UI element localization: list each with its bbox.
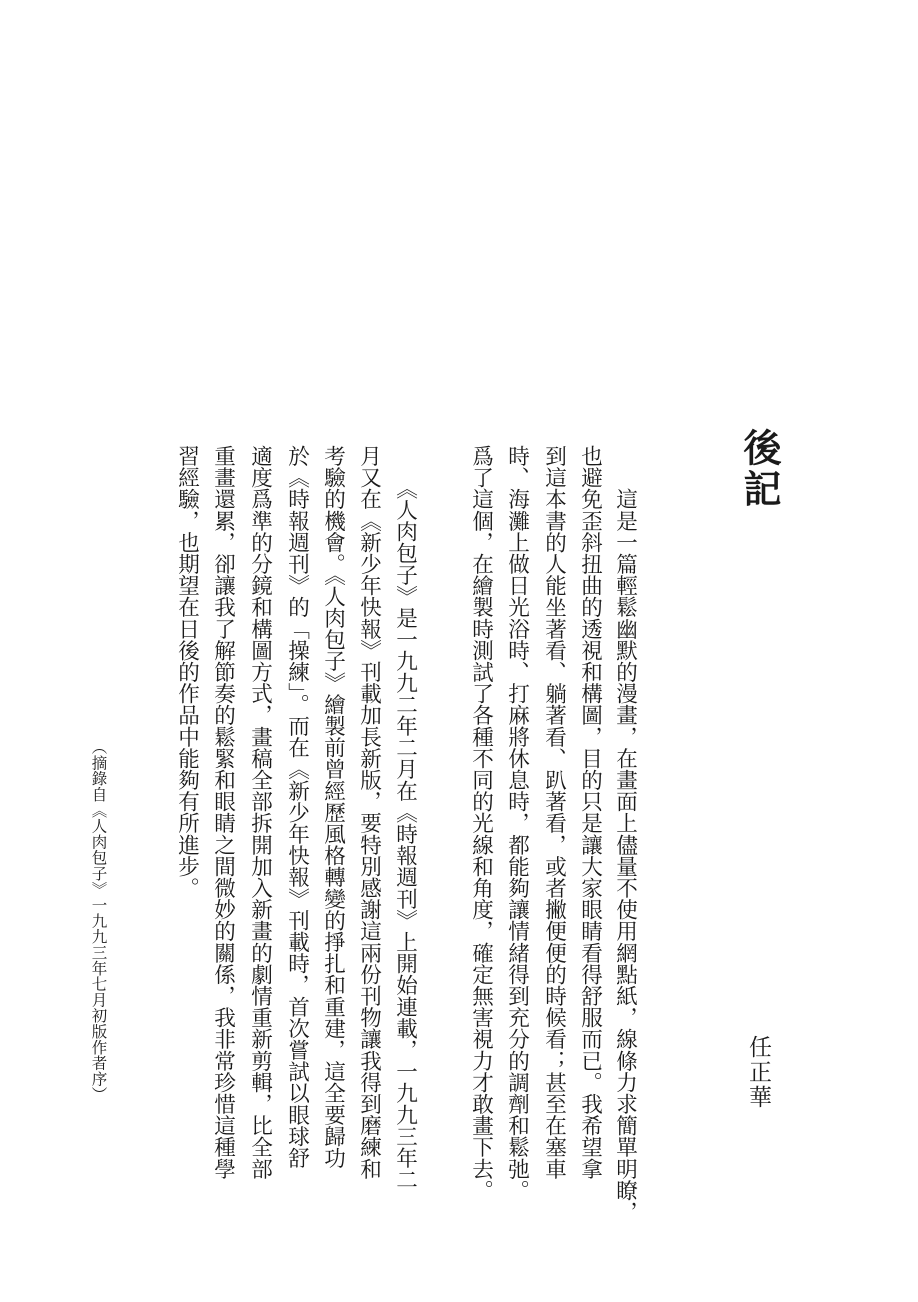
source-note: （摘錄自《人肉包子》一九九三年七月初版作者序） xyxy=(89,739,108,1103)
text-line: 習經驗，也期望在日後的作品中能夠有所進步。 xyxy=(174,445,200,899)
text-line: 時、海灘上做日光浴時、打麻將休息時，都能夠讓情緒得到充分的調劑和鬆弛。 xyxy=(504,445,530,1201)
text-line: 月又在《新少年快報》刊載加長新版，要特別感謝這兩份刊物讓我得到磨練和 xyxy=(356,445,382,1180)
text-line: 重畫還累，卻讓我了解節奏的鬆緊和眼睛之間微妙的關係，我非常珍惜這種學 xyxy=(210,445,236,1180)
page-title: 後記 xyxy=(737,428,782,510)
author-name: 任正華 xyxy=(745,1035,771,1110)
text-line: 到這本書的人能坐著看、躺著看、趴著看，或者撇便便的時候看；甚至在塞車 xyxy=(541,445,567,1180)
text-line: 於《時報週刊》的「操練」。而在《新少年快報》刊載時，首次嘗試以眼球舒 xyxy=(284,445,310,1169)
text-line: 《人肉包子》是一九九二年二月在《時報週刊》上開始連載，一九九三年二 xyxy=(392,445,418,1191)
text-line: 考驗的機會。《人肉包子》繪製前曾經歷風格轉變的掙扎和重建，這全要歸功 xyxy=(320,445,346,1169)
text-line: 也避免歪斜扭曲的透視和構圖，目的只是讓大家眼睛看得舒服而已。我希望拿 xyxy=(577,445,603,1180)
text-line: 爲了這個，在繪製時測試了各種不同的光線和角度，確定無害視力才敢畫下去。 xyxy=(468,445,494,1201)
text-line: 適度爲準的分鏡和構圖方式，畫稿全部拆開加入新畫的劇情重新剪輯，比全部 xyxy=(247,445,273,1180)
text-line: 這是一篇輕鬆幽默的漫畫，在畫面上儘量不使用網點紙，線條力求簡單明瞭， xyxy=(612,445,638,1223)
